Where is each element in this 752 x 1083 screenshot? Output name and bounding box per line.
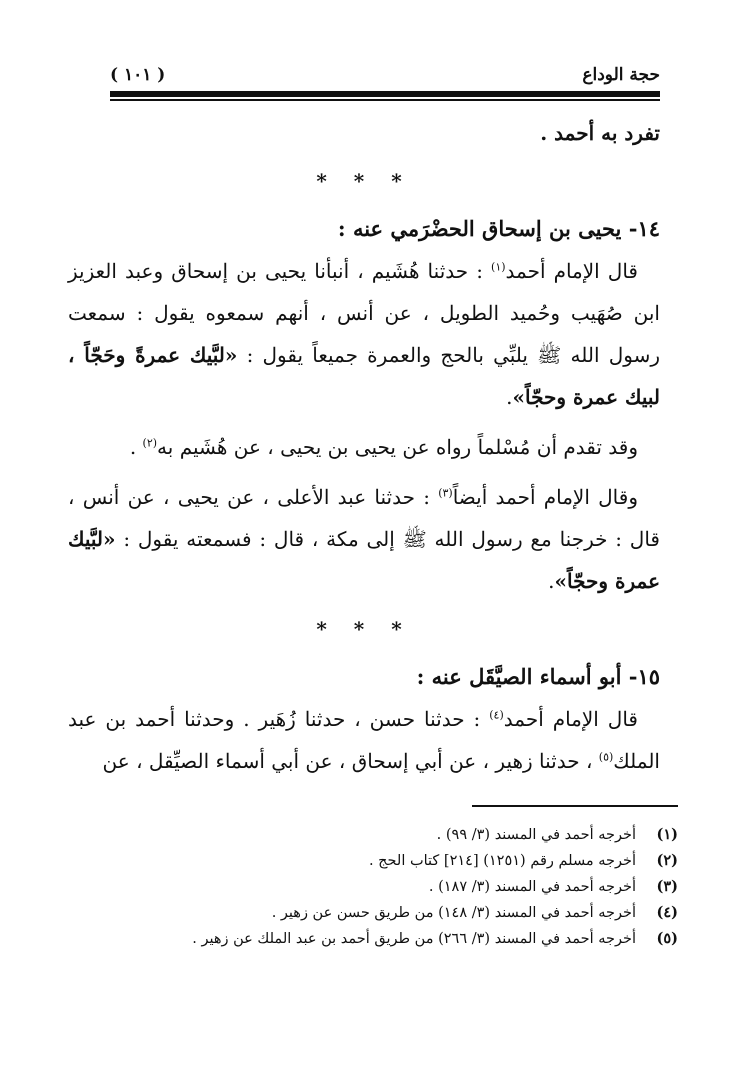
p2-body: : حدثنا هُشَيم ، أنبأنا يحيى بن إسحاق وعبد العزيز ابن صُهَيب وحُميد الطويل ، عن أنس ، أنهم سمعوه يقول : سمعت رسول الله ﷺ يلبِّي بالحج والعمرة جميعاً يقول :: [68, 259, 660, 367]
footnote-rule: [472, 805, 678, 807]
p3-end: .: [129, 435, 143, 459]
footnote-text: أخرجه أحمد في المسند (٣/ ٩٩) .: [436, 827, 636, 843]
footnote-text: أخرجه أحمد في المسند (٣/ ١٨٧) .: [428, 879, 636, 895]
footnote-number: (٥): [656, 930, 678, 947]
spacer: [68, 468, 660, 476]
p5-lead: قال الإمام أحمد: [503, 707, 638, 731]
main-text: [68, 112, 660, 782]
p4-body: : حدثنا عبد الأعلى ، عن يحيى ، عن أنس ، قال : خرجنا مع رسول الله ﷺ إلى مكة ، قال : فسمعته يقول :: [68, 485, 660, 551]
header-rule-thin: [110, 99, 660, 101]
chapter-title: حجة الوداع: [582, 65, 660, 85]
p2-quote: «لبَّيك عمرةً وحَجّاً ، لبيك عمرة وحجّاً»: [68, 343, 660, 409]
heading-15: ١٥- أبو أسماء الصيَّقَل عنه :: [416, 664, 660, 689]
page-number: ( ١٠١ ): [110, 65, 166, 85]
running-header: [110, 62, 660, 88]
footnote-ref-3: (٣): [438, 486, 453, 500]
footnote-number: (٢): [656, 852, 678, 869]
section-separator: * * *: [316, 169, 412, 193]
footnote-item: [110, 822, 678, 848]
footnote-text: أخرجه أحمد في المسند (٣/ ٢٦٦) من طريق أحمد بن عبد الملك عن زهير .: [192, 931, 636, 947]
footnote-ref-5: (٥): [598, 750, 614, 764]
footnotes: [110, 822, 678, 952]
footnote-number: (٣): [656, 878, 678, 895]
footnote-item: [110, 926, 678, 952]
footnote-text: أخرجه أحمد في المسند (٣/ ١٤٨) من طريق حسن عن زهير .: [271, 905, 636, 921]
p2-lead: قال الإمام أحمد: [505, 259, 638, 283]
footnote-item: [110, 900, 678, 926]
paragraph-3: [68, 426, 660, 468]
heading-14: ١٤- يحيى بن إسحاق الحضْرَمي عنه :: [337, 216, 660, 241]
footnote-ref-4: (٤): [489, 708, 504, 722]
p4-quote: «لبَّيك عمرة وحجّاً»: [68, 527, 660, 593]
p2-end: .: [506, 385, 513, 409]
footnote-number: (١): [656, 826, 678, 843]
p5-body: ، حدثنا زهير ، عن أبي إسحاق ، عن أبي أسماء الصيِّقل ، عن: [102, 749, 599, 773]
footnote-number: (٤): [656, 904, 678, 921]
p5-mid: : حدثنا حسن ، حدثنا زُهَير . وحدثنا أحمد بن عبد الملك: [68, 707, 660, 773]
p4-lead: وقال الإمام أحمد أيضاً: [452, 485, 638, 509]
p3-body: وقد تقدم أن مُسْلماً رواه عن يحيى بن يحيى ، عن هُشَيم به: [157, 435, 638, 459]
p4-end: .: [548, 569, 555, 593]
footnote-item: [110, 848, 678, 874]
footnote-text: أخرجه مسلم رقم (١٢٥١) [٢١٤] كتاب الحج .: [368, 853, 636, 869]
paragraph-5: [68, 698, 660, 782]
paragraph-4: [68, 476, 660, 602]
section-separator-2: * * *: [316, 617, 412, 641]
spacer: [68, 418, 660, 426]
paragraph-1: تفرد به أحمد .: [540, 121, 660, 145]
footnote-ref-1: (١): [491, 260, 506, 274]
paragraph-2: [68, 250, 660, 418]
header-rule-thick: [110, 91, 660, 97]
footnote-ref-2: (٢): [142, 436, 158, 450]
footnote-item: [110, 874, 678, 900]
